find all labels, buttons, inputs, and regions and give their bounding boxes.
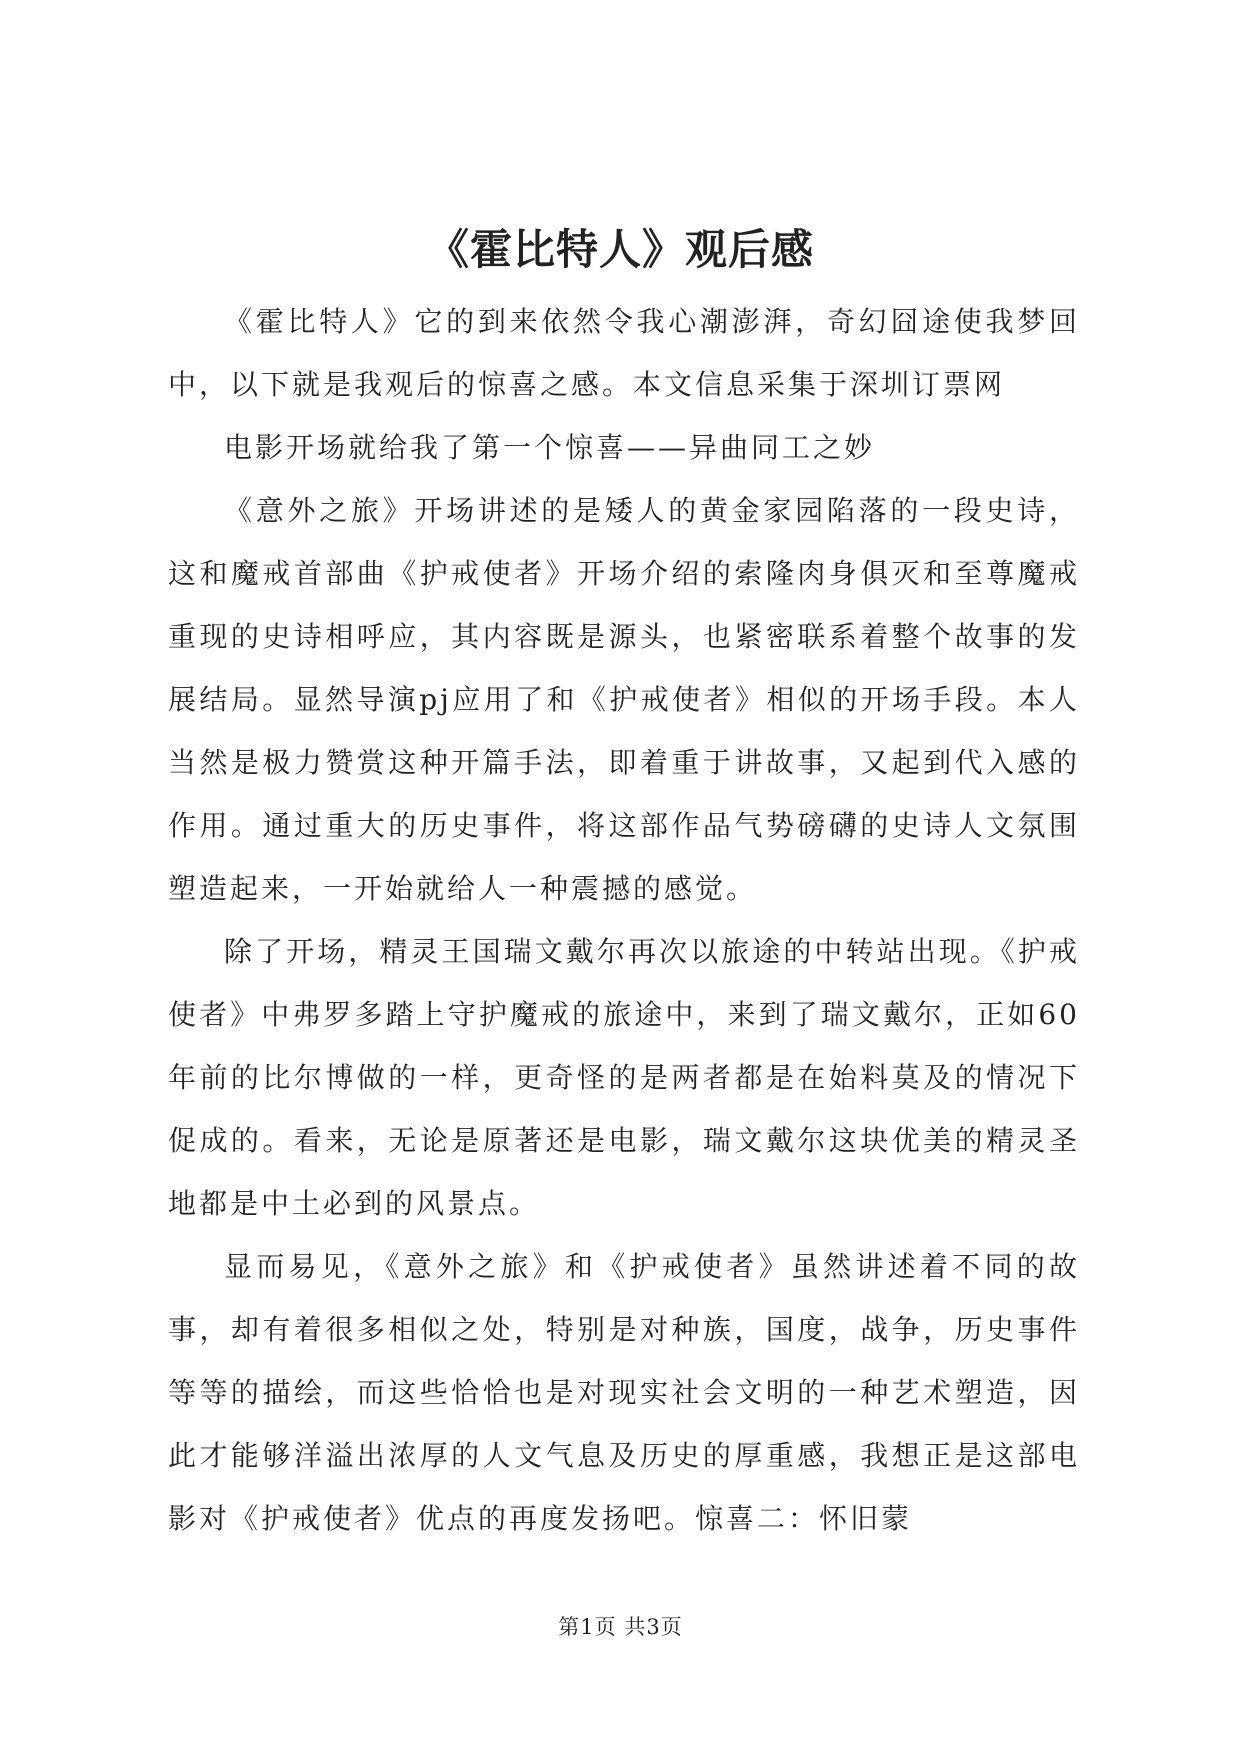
paragraph: 《霍比特人》它的到来依然令我心潮澎湃，奇幻囧途使我梦回中，以下就是我观后的惊喜之感。本文信息采集于深圳订票网 xyxy=(168,305,1080,401)
paragraph: 除了开场，精灵王国瑞文戴尔再次以旅途的中转站出现。《护戒使者》中弗罗多踏上守护魔戒的旅途中，来到了瑞文戴尔，正如60年前的比尔博做的一样，更奇怪的是两者都是在始料莫及的情况下促成的。看来，无论是原著还是电影，瑞文戴尔这块优美的精灵圣地都是中土必到的风景点。 xyxy=(168,935,1080,1220)
paragraph: 《意外之旅》开场讲述的是矮人的黄金家园陷落的一段史诗，这和魔戒首部曲《护戒使者》开场介绍的索隆肉身俱灭和至尊魔戒重现的史诗相呼应，其内容既是源头，也紧密联系着整个故事的发展结局。显然导演pj应用了和《护戒使者》相似的开场手段。本人当然是极力赞赏这种开篇手法，即着重于讲故事，又起到代入感的作用。通过重大的历史事件，将这部作品气势磅礴的史诗人文氛围塑造起来，一开始就给人一种震撼的感觉。 xyxy=(168,494,1080,905)
page-footer: 第1页 共3页 xyxy=(558,1615,683,1639)
document-title: 《霍比特人》观后感 xyxy=(426,225,814,274)
paragraph: 电影开场就给我了第一个惊喜——异曲同工之妙 xyxy=(224,431,876,464)
document-body xyxy=(168,290,1080,1550)
paragraph: 显而易见，《意外之旅》和《护戒使者》虽然讲述着不同的故事，却有着很多相似之处，特别是对种族，国度，战争，历史事件等等的描绘，而这些恰恰也是对现实社会文明的一种艺术塑造，因此才能够洋溢出浓厚的人文气息及历史的厚重感，我想正是这部电影对《护戒使者》优点的再度发扬吧。惊喜二：怀旧蒙 xyxy=(168,1250,1080,1535)
